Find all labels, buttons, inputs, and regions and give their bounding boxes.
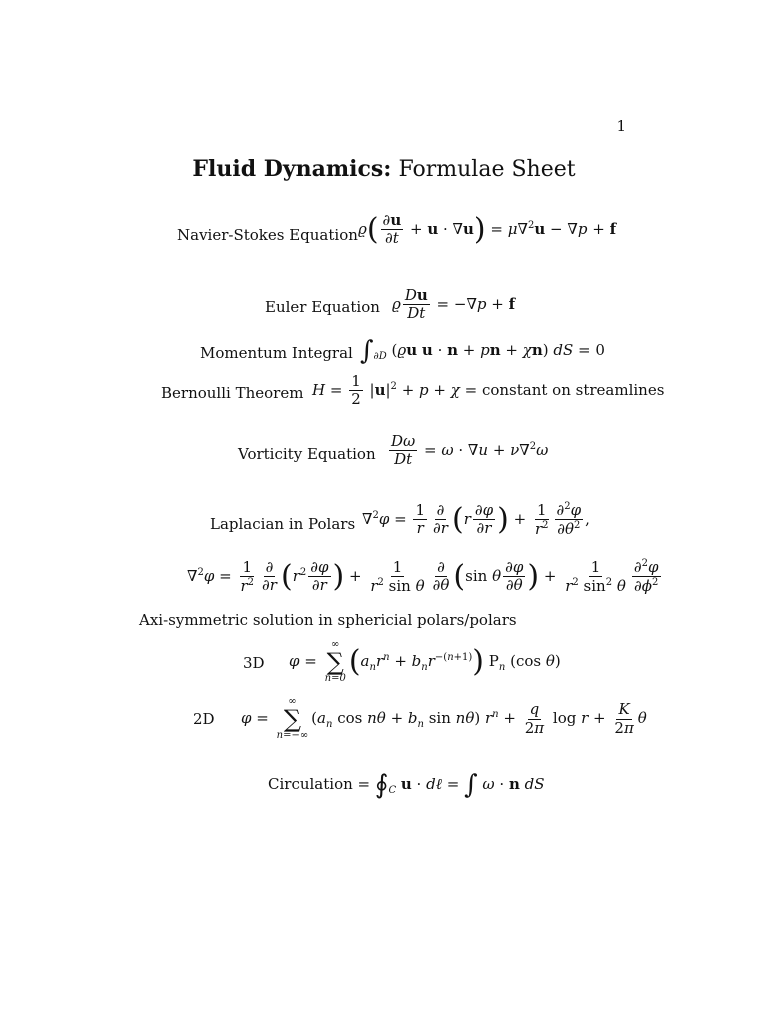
bernoulli-label: Bernoulli Theorem — [161, 384, 304, 402]
vorticity-equation: $\frac{D\omega}{Dt}$ = ω · ∇u + ν∇$^2$ω — [391, 432, 549, 469]
momentum-label: Momentum Integral — [200, 344, 353, 362]
circulation-label: Circulation = — [268, 775, 371, 793]
momentum-equation: $\int_{\partial D}$ (ϱu u · n + pn + χn) dS = 0 — [360, 336, 605, 366]
axisymmetric-label: Axi-symmetric solution in sphericial polars/polars — [139, 611, 517, 629]
euler-label: Euler Equation — [265, 298, 380, 316]
title-bold: Fluid Dynamics: — [192, 156, 392, 182]
page-number: 1 — [616, 117, 626, 135]
vorticity-label: Vorticity Equation — [238, 445, 376, 463]
two-d-label: 2D — [193, 710, 215, 728]
laplacian-label: Laplacian in Polars — [210, 515, 356, 533]
laplacian-polar-equation: ∇$^2$φ = $\frac{1}{r}$ $\frac{\partial}{\partial r}$ (r $\frac{\partial\varphi}{\partial r}$ ) + $\frac{1}{r^2}$ $\frac{\partial^2\varphi}{\partial\theta^2}$ , — [362, 500, 590, 539]
circulation-equation: Circulation = $∮_C$ u · dℓ = ∫ ω · n dS — [268, 770, 545, 800]
title-rest: Formulae Sheet — [398, 157, 576, 182]
navier-stokes-equation: ϱ( $\frac{\partial u}{\partial t}$ + u · ∇u) = μ∇$^2$u − ∇p + f — [358, 211, 617, 248]
page-title — [0, 156, 768, 182]
euler-equation: ϱ $\frac{Du}{Dt}$ = −∇p + f — [392, 286, 516, 323]
bernoulli-text: = constant on streamlines — [464, 380, 665, 399]
three-d-equation: φ = ∞ ∑ n=0 $(a_nr^n + b_nr^{-(n+1)})$ $P_n$ (cos θ) — [289, 639, 561, 684]
navier-stokes-label: Navier-Stokes Equation — [177, 226, 358, 244]
laplacian-spherical-equation: ∇$^2$φ = $\frac{1}{r^2}$ $\frac{\partial}{\partial r}$ ($r^2$ $\frac{\partial\varphi}{\partial r}$ ) + $\frac{1}{r^2 \sin \theta}$ $\frac{\partial}{\partial\theta}$ (sin θ $\frac{\partial\varphi}{\partial\theta}$ ) + $\frac{1}{r^2 \sin^2 \theta}$ $\frac{\partial^2\varphi}{\partial\phi^2}$ — [187, 557, 659, 596]
three-d-label: 3D — [243, 654, 265, 672]
two-d-equation: φ = ∞ ∑ n=−∞ ($a_n$ $\cos n\theta + b_n$ sin nθ) $r^n$ + $\frac{q}{2\pi}$ log r + $\frac{K}{2\pi}$ θ — [241, 696, 647, 741]
bernoulli-equation: H = $\frac{1}{2}$ $|u|^2 + p + \chi$ = constant on streamlines — [312, 372, 665, 409]
